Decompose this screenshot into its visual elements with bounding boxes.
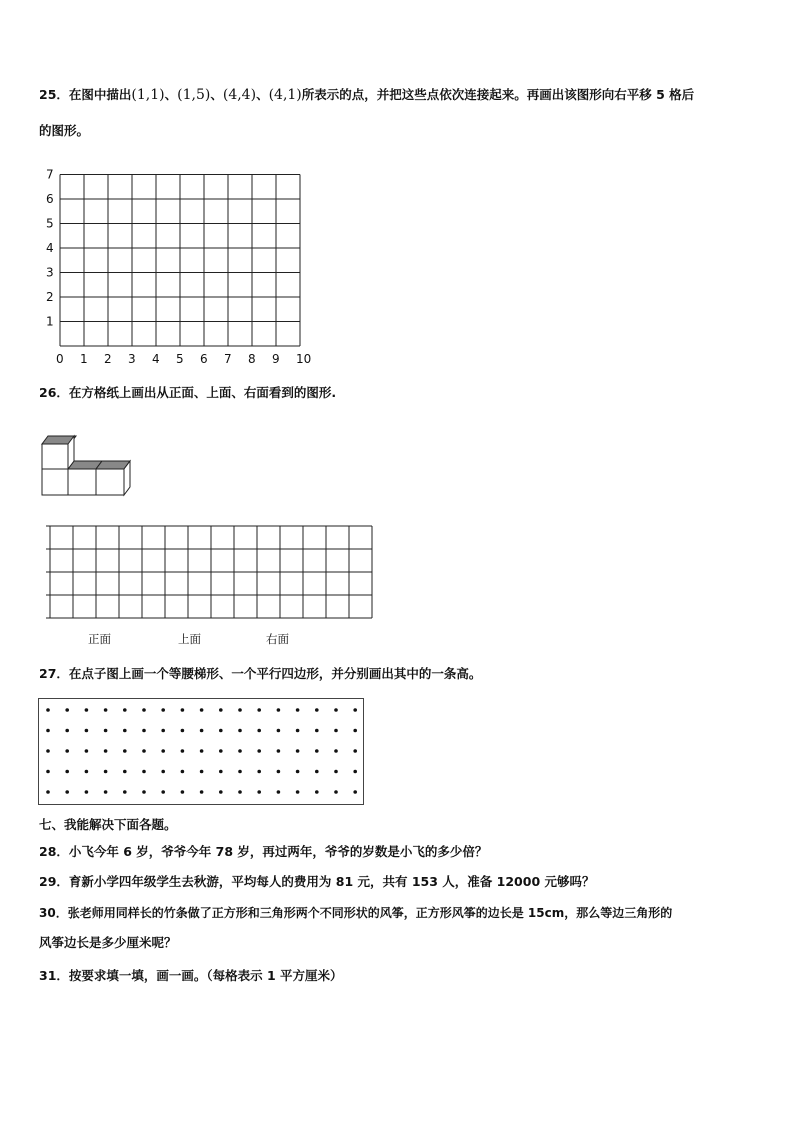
y-axis-tick-label: 6 <box>46 192 54 206</box>
grid-dot <box>277 749 281 753</box>
grid-dot <box>257 729 261 733</box>
q31-line <box>39 967 343 985</box>
q25-text-after: 所表示的点，并把这些点依次连接起来。再画出该图形向右平移 5 格后 <box>301 87 695 102</box>
grid-dot <box>238 790 242 794</box>
q25-coordinate-grid <box>30 160 320 372</box>
grid-dot <box>238 708 242 712</box>
grid-dot <box>296 790 300 794</box>
q25-sep-2: 、 <box>210 87 223 102</box>
grid-dot <box>104 790 108 794</box>
grid-dot <box>296 708 300 712</box>
grid-dot <box>161 790 165 794</box>
q31-number: 31． <box>39 968 69 983</box>
x-axis-tick-label: 0 <box>56 352 64 366</box>
q25-point-3: (4,4) <box>222 87 257 103</box>
grid-dot <box>238 749 242 753</box>
grid-dot <box>315 790 319 794</box>
grid-dot <box>161 749 165 753</box>
q25-point-1: (1,1) <box>131 87 165 103</box>
q30-text-1: 张老师用同样长的竹条做了正方形和三角形两个不同形状的风筝，正方形风筝的边长是 15cm，那么等边三角形的 <box>67 906 673 920</box>
grid-dot <box>46 790 50 794</box>
q26-cube-figure <box>40 432 132 498</box>
x-axis-tick-label: 2 <box>104 352 112 366</box>
cube-front-face <box>42 444 68 469</box>
grid-dot <box>296 749 300 753</box>
grid-dot <box>219 708 223 712</box>
grid-dot <box>353 770 357 774</box>
q28-line <box>39 843 487 861</box>
y-axis-tick-label: 2 <box>46 290 54 304</box>
q28-number: 28． <box>39 844 69 859</box>
grid-dot <box>296 770 300 774</box>
grid-dot <box>181 708 185 712</box>
caption-front: 正面 <box>88 632 111 646</box>
grid-dot <box>85 729 89 733</box>
grid-dot <box>181 729 185 733</box>
grid-dot <box>181 749 185 753</box>
x-axis-tick-label: 5 <box>176 352 184 366</box>
grid-dot <box>219 749 223 753</box>
grid-dot <box>200 790 204 794</box>
grid-dot <box>46 729 50 733</box>
grid-dot <box>200 708 204 712</box>
grid-dot <box>85 708 89 712</box>
x-axis-tick-label: 9 <box>272 352 280 366</box>
q25-line1 <box>39 86 694 104</box>
q27-text: 在点子图上画一个等腰梯形、一个平行四边形，并分别画出其中的一条高。 <box>68 666 482 681</box>
cube-front-face <box>68 469 96 495</box>
q29-number: 29． <box>39 874 69 889</box>
x-axis-tick-label: 4 <box>152 352 160 366</box>
grid-dot <box>65 770 69 774</box>
q25-point-4: (4,1) <box>268 87 302 103</box>
q27-dot-grid <box>38 698 365 806</box>
grid-dot <box>65 790 69 794</box>
grid-dot <box>334 708 338 712</box>
y-axis-tick-label: 7 <box>46 167 54 182</box>
grid-dot <box>104 708 108 712</box>
y-axis-tick-label: 5 <box>46 216 54 231</box>
grid-dot <box>46 749 50 753</box>
grid-dot <box>46 708 50 712</box>
grid-dot <box>315 708 319 712</box>
grid-dot <box>277 790 281 794</box>
grid-dot <box>334 749 338 753</box>
grid-dot <box>296 729 300 733</box>
grid-dot <box>123 729 127 733</box>
grid-dot <box>123 790 127 794</box>
y-axis-tick-label: 1 <box>46 314 54 329</box>
cube-front-face <box>42 469 68 495</box>
grid-dot <box>315 749 319 753</box>
q25-sep-3: 、 <box>256 87 269 102</box>
q26-number: 26． <box>39 385 69 400</box>
grid-dot <box>200 770 204 774</box>
q27-line <box>39 665 481 683</box>
q30-line2: 风筝边长是多少厘米呢？ <box>39 935 177 950</box>
caption-right: 右面 <box>266 632 289 646</box>
grid-dot <box>181 770 185 774</box>
grid-dot <box>161 729 165 733</box>
x-axis-tick-label: 10 <box>296 352 312 366</box>
x-axis-tick-label: 6 <box>200 352 208 366</box>
grid-dot <box>85 749 89 753</box>
q25-text-before: 在图中描出 <box>68 87 132 102</box>
grid-dot <box>277 708 281 712</box>
grid-dot <box>315 770 319 774</box>
q25-point-2: (1,5) <box>177 87 211 103</box>
q25-sep-1: 、 <box>164 87 178 102</box>
grid-dot <box>238 729 242 733</box>
grid-dot <box>85 770 89 774</box>
grid-dot <box>142 790 146 794</box>
grid-dot <box>200 729 204 733</box>
q28-text: 小飞今年 6 岁，爷爷今年 78 岁，再过两年，爷爷的岁数是小飞的多少倍？ <box>68 844 488 859</box>
x-axis-tick-label: 1 <box>80 352 88 366</box>
grid-dot <box>219 770 223 774</box>
x-axis-tick-label: 7 <box>224 352 232 366</box>
grid-dot <box>219 790 223 794</box>
caption-top: 上面 <box>178 632 201 646</box>
section7-heading: 七、我能解决下面各题。 <box>39 817 177 832</box>
q26-square-grid <box>46 524 376 624</box>
q27-number: 27． <box>39 666 69 681</box>
grid-dot <box>277 729 281 733</box>
grid-dot <box>257 749 261 753</box>
grid-dot <box>334 790 338 794</box>
grid-dot <box>219 729 223 733</box>
grid-dot <box>142 770 146 774</box>
grid-dot <box>65 729 69 733</box>
q29-text: 育新小学四年级学生去秋游，平均每人的费用为 81 元，共有 153 人，准备 12000 元够吗？ <box>68 874 595 889</box>
cube-front-face <box>96 469 124 495</box>
x-axis-tick-label: 8 <box>248 352 256 366</box>
q29-line <box>39 873 595 891</box>
grid-dot <box>161 708 165 712</box>
q31-text: 按要求填一填，画一画。（每格表示 1 平方厘米） <box>68 968 343 983</box>
grid-dot <box>257 790 261 794</box>
q30-line1 <box>39 904 672 922</box>
x-axis-tick-label: 3 <box>128 352 136 366</box>
grid-dot <box>65 708 69 712</box>
grid-dot <box>353 708 357 712</box>
grid-dot <box>277 770 281 774</box>
y-axis-tick-label: 3 <box>46 265 54 280</box>
grid-dot <box>353 729 357 733</box>
grid-dot <box>142 749 146 753</box>
grid-dot <box>46 770 50 774</box>
grid-dot <box>104 770 108 774</box>
grid-dot <box>238 770 242 774</box>
grid-dot <box>65 749 69 753</box>
grid-dot <box>181 790 185 794</box>
grid-dot <box>200 749 204 753</box>
q26-text: 在方格纸上画出从正面、上面、右面看到的图形. <box>68 385 337 400</box>
grid-dot <box>334 729 338 733</box>
grid-dot <box>104 749 108 753</box>
grid-dot <box>142 729 146 733</box>
grid-dot <box>123 770 127 774</box>
grid-dot <box>123 749 127 753</box>
y-axis-tick-label: 4 <box>46 241 54 255</box>
grid-dot <box>353 749 357 753</box>
q26-line <box>39 384 336 402</box>
grid-dot <box>85 790 89 794</box>
grid-dot <box>123 708 127 712</box>
q30-number: 30． <box>39 906 68 920</box>
grid-dot <box>334 770 338 774</box>
grid-dot <box>104 729 108 733</box>
grid-dot <box>142 708 146 712</box>
grid-dot <box>257 770 261 774</box>
grid-dot <box>315 729 319 733</box>
grid-dot <box>161 770 165 774</box>
grid-dot <box>257 708 261 712</box>
q25-line2: 的图形。 <box>39 123 90 138</box>
q25-number: 25． <box>39 87 69 102</box>
grid-dot <box>353 790 357 794</box>
